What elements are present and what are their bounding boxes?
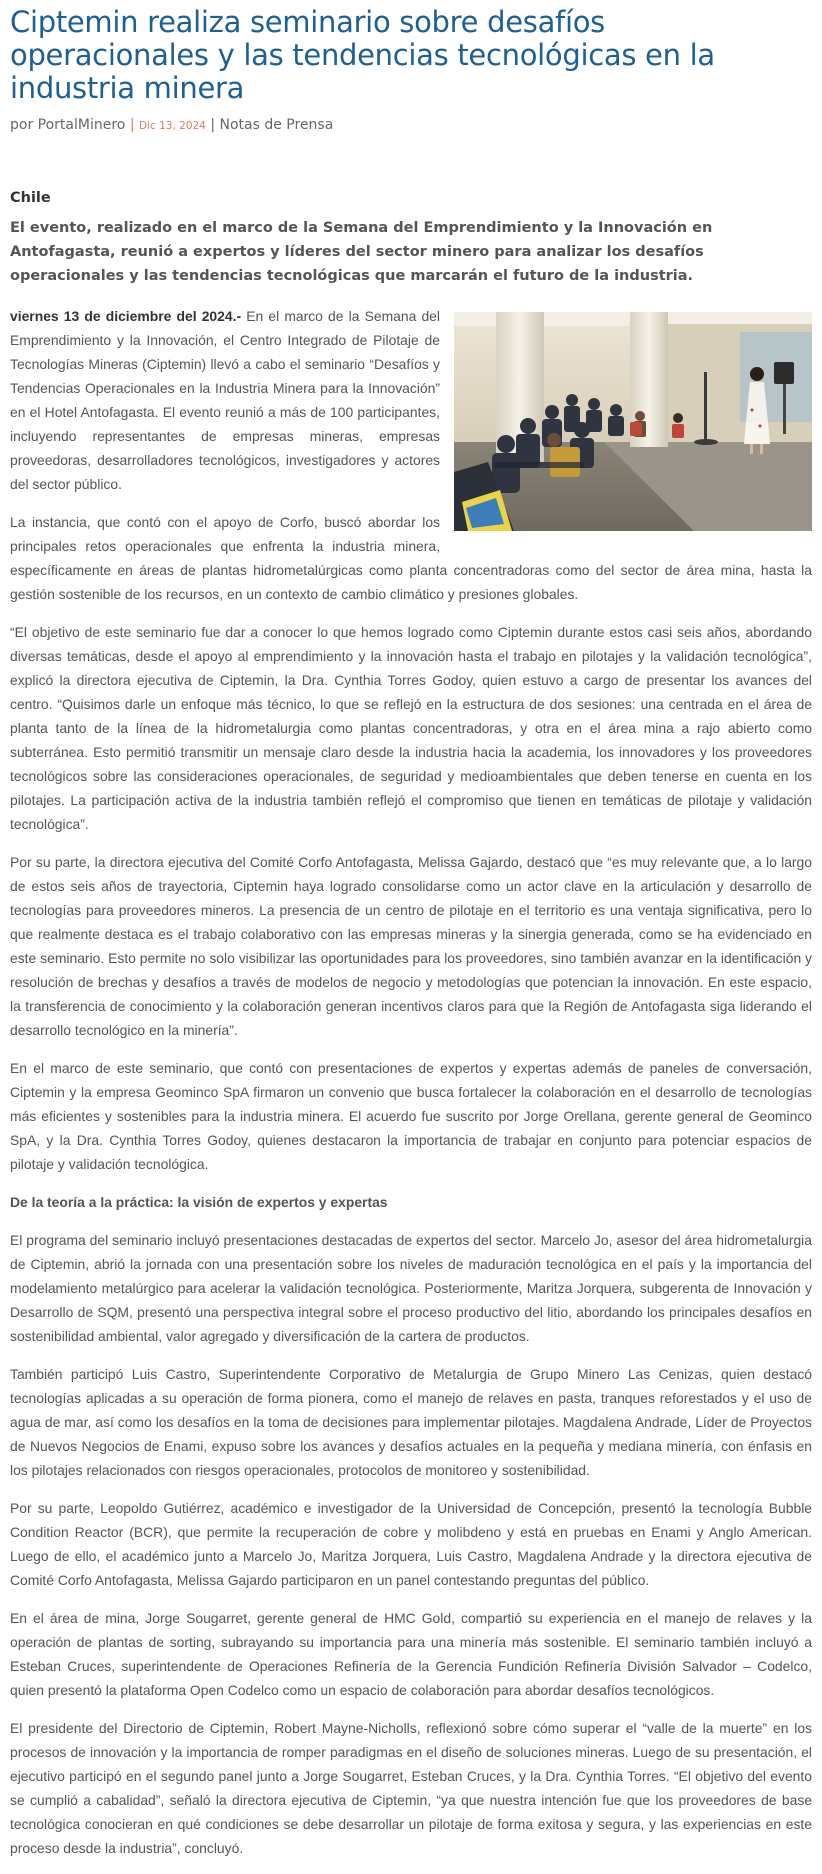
section-heading: De la teoría a la práctica: la visión de expertos y expertas (10, 1194, 388, 1210)
article-title: Ciptemin realiza seminario sobre desafíos operacionales y las tendencias tecnológicas en la industria minera (10, 5, 715, 105)
paragraph: “El objetivo de este seminario fue dar a conocer lo que hemos logrado como Ciptemin durante estos casi seis años, abordando diversas temáticas, desde el apoyo al emprendimiento y la innovación hasta el trabajo en pilotajes y la validación tecnológica”, explicó la directora ejecutiva de Ciptemin, la Dra. Cynthia Torres Godoy, quien estuvo a cargo de presentar los avances del centro. “Quisimos darle un enfoque más técnico, lo que se reflejó en la estructura de dos sesiones: una centrada en el área de planta tanto de la línea de la hidrometalurgia como plantas concentradoras, y otra en el área mina a rajo abierto como subterránea. Esto permitió transmitir un mensaje claro desde la industria hacia la academia, los innovadores y los proveedores tecnológicos sobre las consideraciones operacionales, de seguridad y medioambientales que deben tenerse en cuenta en los pilotajes. La participación activa de la industria también reflejó el compromiso que tienen en temáticas de pilotaje y validación tecnológica”. (10, 624, 812, 832)
paragraph: El programa del seminario incluyó presentaciones destacadas de expertos del sector. Marcelo Jo, asesor del área hidrometalurgia de Ciptemin, abrió la jornada con una presentación sobre los niveles de maduración tecnológica en el país y la importancia del modelamiento metalúrgico para acelerar la validación tecnológica. Posteriormente, Maritza Jorquera, subgerenta de Innovación y Desarrollo de SQM, presentó una perspectiva integral sobre el proceso productivo del litio, abordando los principales desafíos en sostenibilidad ambiental, valor agregado y diversificación de la cartera de productos. (10, 1232, 812, 1344)
article-body (10, 304, 812, 1860)
category-link[interactable]: Notas de Prensa (219, 117, 334, 133)
paragraph: Por su parte, la directora ejecutiva del Comité Corfo Antofagasta, Melissa Gajardo, destacó que “es muy relevante que, a lo largo de estos seis años de trayectoria, Ciptemin haya logrado consolidarse como un actor clave en la articulación y desarrollo de tecnologías para proveedores mineros. La presencia de un centro de pilotaje en el territorio es una ventaja significativa, pero lo que realmente destaca es el trabajo colaborativo con las empresas mineras y la sinergia generada, como se ha evidenciado en este seminario. Esto permite no solo visibilizar las oportunidades para los proveedores, sino también avanzar en la identificación y resolución de brechas y desafíos a través de modelos de negocio y metodologías que potencian la innovación. En este espacio, la transferencia de conocimiento y la colaboración generan incentivos claros para que la Región de Antofagasta siga liderando el desarrollo tecnológico en la minería”. (10, 854, 812, 1038)
article-dateline: viernes 13 de diciembre del 2024.- (10, 308, 242, 324)
paragraph: También participó Luis Castro, Superintendente Corporativo de Metalurgia de Grupo Minero Las Cenizas, quien destacó tecnologías aplicadas a su operación de forma pionera, como el manejo de relaves en pasta, tranques reforestados y el uso de agua de mar, así como los desafíos en la toma de decisiones para implementar pilotajes. Magdalena Andrade, Líder de Proyectos de Nuevos Negocios de Enami, expuso sobre los avances y desafíos actuales en la pequeña y mediana minería, con énfasis en los pilotajes relacionados con riesgos operacionales, protocolos de monitoreo y sostenibilidad. (10, 1366, 812, 1478)
paragraph: En el marco de este seminario, que contó con presentaciones de expertos y expertas además de paneles de conversación, Ciptemin y la empresa Geominco SpA firmaron un convenio que busca fortalecer la colaboración en el desarrollo de tecnologías más eficientes y sostenibles para la industria minera. El acuerdo fue suscrito por Jorge Orellana, gerente general de Geominco SpA, y la Dra. Cynthia Torres Godoy, quienes destacaron la importancia de trabajar en conjunto para potenciar espacios de pilotaje y validación tecnológica. (10, 1060, 812, 1172)
paragraph-text: En el marco de la Semana del Emprendimiento y la Innovación, el Centro Integrado de Pilotaje de Tecnologías Mineras (Ciptemin) llevó a cabo el seminario “Desafíos y Tendencias Operacionales en la Industria Minera para la Innovación” en el Hotel Antofagasta. El evento reunió a más de 100 participantes, incluyendo representantes de empresas mineras, empresas proveedoras, desarrolladores tecnológicos, investigadores y actores del sector público. (10, 308, 440, 492)
meta-separator: | (210, 117, 216, 133)
paragraph: El presidente del Directorio de Ciptemin, Robert Mayne-Nicholls, reflexionó sobre cómo superar el “valle de la muerte” en los procesos de innovación y la importancia de romper paradigmas en el diseño de soluciones mineras. Luego de su presentación, el ejecutivo participó en el segundo panel junto a Jorge Sougarret, Esteban Cruces, y la Dra. Cynthia Torres. “El objetivo del evento se cumplió a cabalidad”, señaló la directora ejecutiva de Ciptemin, “ya que nuestra intención fue que los proveedores de base tecnológica conocieran en qué condiciones se debe desarrollar un pilotaje de forma exitosa y segura, y las experiencias en este proceso desde la industria”, concluyó. (10, 1720, 812, 1856)
publish-date: Dic 13, 2024 (138, 120, 206, 132)
paragraph: La instancia, que contó con el apoyo de Corfo, buscó abordar los principales retos operacionales que enfrenta la industria minera, específicamente en áreas de plantas hidrometalúrgicas como planta concentradoras como del sector de área mina, hasta la gestión sostenible de los recursos, en un contexto de cambio climático y presiones globales. (10, 514, 812, 602)
paragraph: Por su parte, Leopoldo Gutiérrez, académico e investigador de la Universidad de Concepción, presentó la tecnología Bubble Condition Reactor (BCR), que permite la recuperación de cobre y molibdeno y está en pruebas en Enami y Anglo American. Luego de ello, el académico junto a Marcelo Jo, Maritza Jorquera, Luis Castro, Magdalena Andrade y la directora ejecutiva de Comité Corfo Antofagasta, Melissa Gajardo participaron en un panel contestando preguntas del público. (10, 1500, 812, 1588)
article-lead: El evento, realizado en el marco de la Semana del Emprendimiento y la Innovación en Antofagasta, reunió a expertos y líderes del sector minero para analizar los desafíos operacionales y las tendencias tecnológicas que marcarán el futuro de la industria. (10, 220, 713, 284)
article-meta (10, 115, 812, 136)
article-photo (454, 312, 812, 531)
paragraph: En el área de mina, Jorge Sougarret, gerente general de HMC Gold, compartió su experiencia en el manejo de relaves y la operación de plantas de sorting, subrayando su importancia para una minería más sostenible. El seminario también incluyó a Esteban Cruces, superintendente de Operaciones Refinería de la Gerencia Fundición Refinería División Salvador – Codelco, quien presentó la plataforma Open Codelco como un espacio de colaboración para abordar desafíos tecnológicos. (10, 1610, 812, 1698)
author-link[interactable]: por PortalMinero (10, 117, 126, 133)
article-location: Chile (10, 190, 51, 206)
meta-separator: | (129, 117, 135, 133)
